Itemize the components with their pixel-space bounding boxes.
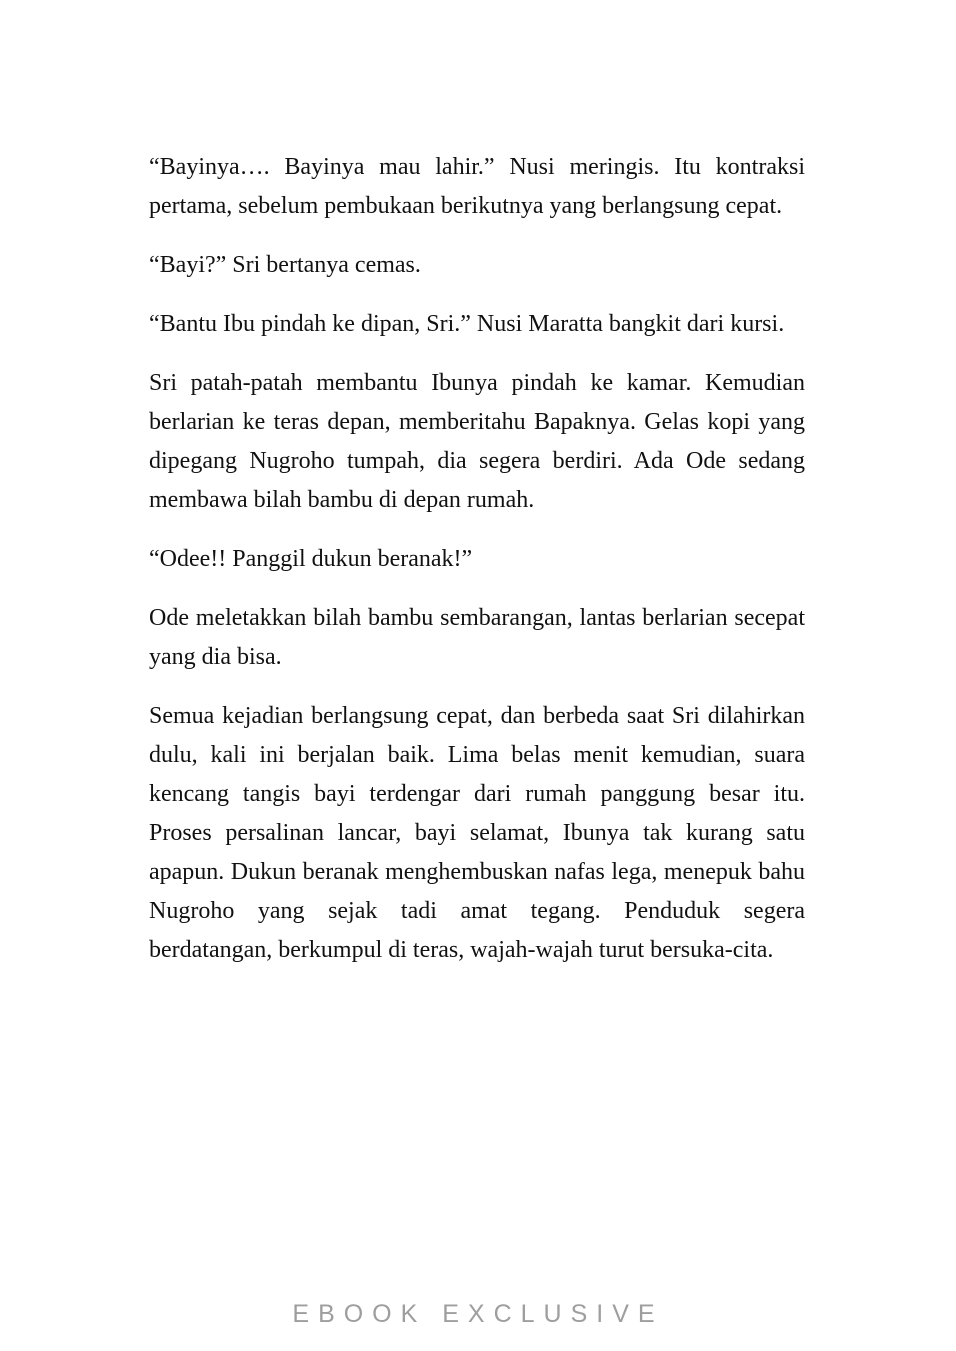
paragraph-1: “Bayinya…. Bayinya mau lahir.” Nusi meringis. Itu kontraksi pertama, sebelum pembukaan berikutnya yang berlangsung cepat.	[149, 154, 805, 219]
paragraph-3: “Bantu Ibu pindah ke dipan, Sri.” Nusi Maratta bangkit dari kursi.	[149, 311, 785, 337]
paragraph-4: Sri patah-patah membantu Ibunya pindah ke kamar. Kemudian berlarian ke teras depan, memberitahu Bapaknya. Gelas kopi yang dipegang Nugroho tumpah, dia segera berdiri. Ada Ode sedang membawa bilah bambu di depan rumah.	[149, 370, 805, 513]
paragraph-7: Semua kejadian berlangsung cepat, dan berbeda saat Sri dilahirkan dulu, kali ini berjalan baik. Lima belas menit kemudian, suara kencang tangis bayi terdengar dari rumah panggung besar itu. Proses persalinan lancar, bayi selamat, Ibunya tak kurang satu apapun. Dukun beranak menghembuskan nafas lega, menepuk bahu Nugroho yang sejak tadi amat tegang. Penduduk segera berdatangan, berkumpul di teras, wajah-wajah turut bersuka-cita.	[149, 703, 805, 963]
page-body	[149, 148, 805, 990]
footer-label: EBOOK EXCLUSIVE	[292, 1300, 664, 1328]
paragraph-5: “Odee!! Panggil dukun beranak!”	[149, 546, 473, 572]
paragraph-2: “Bayi?” Sri bertanya cemas.	[149, 252, 421, 278]
paragraph-6: Ode meletakkan bilah bambu sembarangan, lantas berlarian secepat yang dia bisa.	[149, 605, 805, 670]
